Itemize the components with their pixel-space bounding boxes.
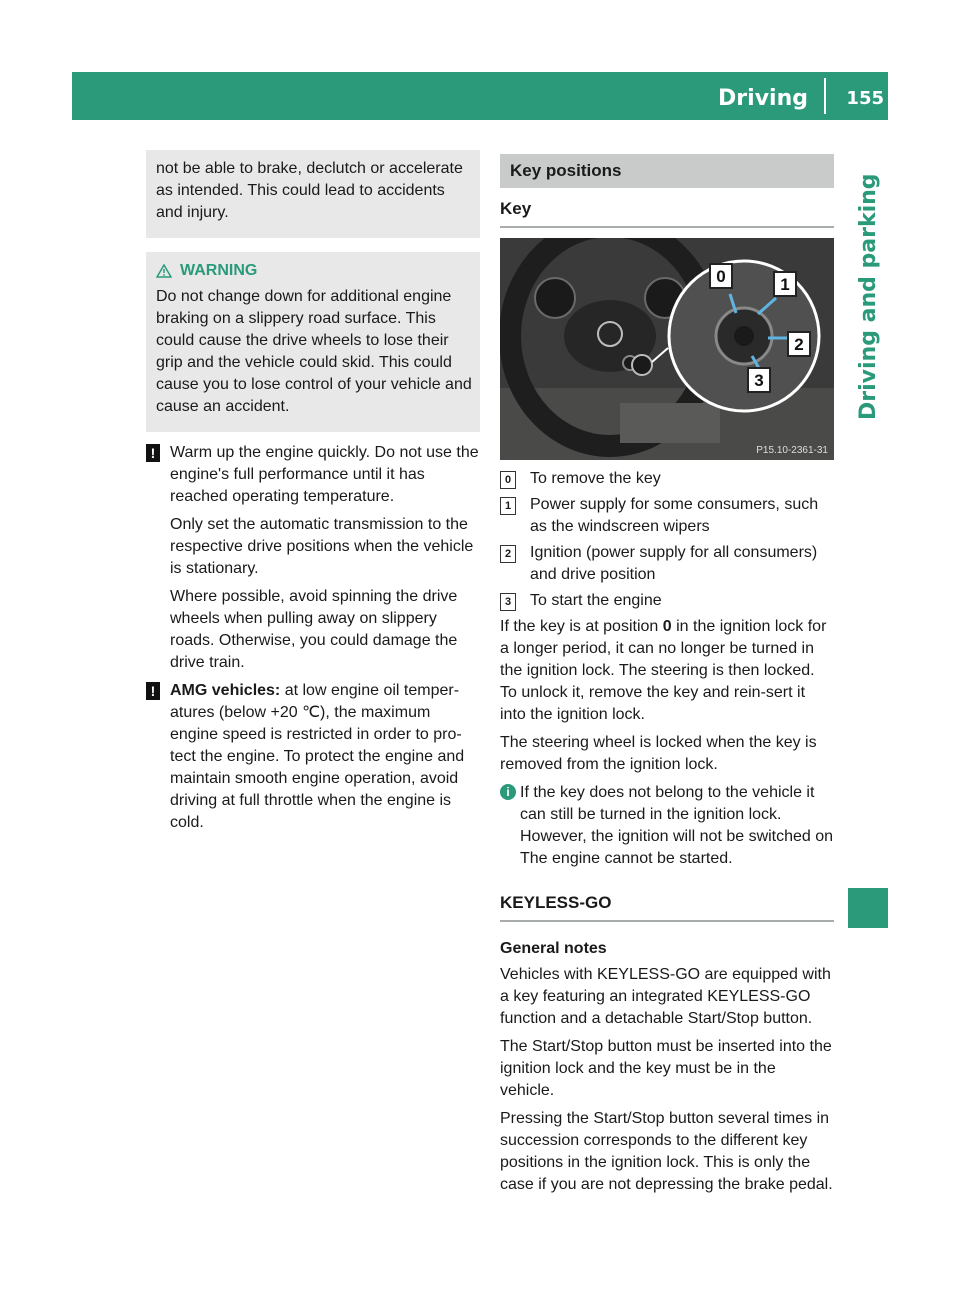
key-position-label-0 (710, 264, 732, 288)
keyless-paragraph: Pressing the Start/Stop button several times in succession corresponds to the different key positions in the ignition lock. This is only the case if you are not depressing the brake pedal. (500, 1110, 833, 1193)
photo-caption: P15.10-2361-31 (756, 445, 828, 456)
right-column (500, 150, 834, 1202)
para1-before: If the key is at position (500, 618, 663, 635)
note-paragraph: Only set the automatic transmission to the respective drive positions when the vehicle is stationary. (170, 516, 474, 577)
amg-text: at low engine oil temper-atures (below +20 ℃), the maximum engine speed is restricted in order to pro-tect the engine. To protect the engine and maintain smooth engine operation, avoid driving at full throttle when the engine is cold. (170, 682, 465, 831)
key-positions-legend (500, 468, 834, 612)
steering-lock-paragraph: The steering wheel is locked when the key is removed from the ignition lock. (500, 734, 817, 773)
side-chapter-label: Driving and parking (856, 173, 881, 420)
para1-after: in the ignition lock for a longer period, it can no longer be turned in the ignition lock. The steering is then locked. To unlock it, remove the key and rein-sert it into the ignition lock. (500, 618, 827, 723)
legend-key-2: 2 (500, 545, 516, 563)
legend-key-3: 3 (500, 593, 516, 611)
key-position-label-1 (774, 272, 796, 296)
note-paragraph: Warm up the engine quickly. Do not use the engine's full performance until it has reached operating temperature. (170, 444, 479, 505)
exclamation-icon: ! (146, 444, 160, 462)
header-divider (824, 78, 826, 114)
exclamation-icon: ! (146, 682, 160, 700)
legend-text: Power supply for some consumers, such as the windscreen wipers (530, 496, 819, 535)
legend-item (500, 494, 834, 538)
page-number: 155 (846, 88, 884, 109)
key-position-label-2 (788, 332, 810, 356)
info-icon: i (500, 784, 516, 800)
warning-title: WARNING (180, 262, 258, 279)
legend-text: To remove the key (530, 470, 661, 487)
side-chapter-tab (848, 120, 888, 420)
info-text: If the key does not belong to the vehicle it can still be turned in the ignition lock. However, the ignition will not be switched on The engine cannot be started. (520, 784, 834, 867)
chapter-title: Driving (718, 86, 808, 111)
warning-box (146, 252, 480, 432)
svg-text:1: 1 (780, 275, 790, 294)
caution-note-amg (146, 680, 480, 834)
legend-item (500, 542, 834, 586)
key-position-paragraph (500, 616, 834, 726)
note-paragraph: Where possible, avoid spinning the drive wheels when pulling away on slippery roads. Otherwise, you could damage the drive train. (170, 588, 458, 671)
legend-key-1: 1 (500, 497, 516, 515)
dashboard-illustration (500, 238, 834, 460)
subsection-keyless-go: KEYLESS-GO (500, 892, 834, 922)
warning-heading (156, 260, 472, 282)
left-column (146, 150, 480, 840)
legend-text: Ignition (power supply for all consumers) and drive position (530, 544, 818, 583)
svg-text:3: 3 (754, 371, 764, 390)
key-position-label-3 (748, 368, 770, 392)
svg-text:0: 0 (716, 267, 726, 286)
warning-continuation-text: not be able to brake, declutch or accelerate as intended. This could lead to accidents and injury. (156, 160, 463, 221)
warning-triangle-icon (156, 264, 172, 278)
legend-key-0: 0 (500, 471, 516, 489)
keyless-paragraph: The Start/Stop button must be inserted into the ignition lock and the key must be in the vehicle. (500, 1038, 832, 1099)
para1-position: 0 (662, 618, 672, 635)
caution-note-engine (146, 442, 480, 674)
warning-text: Do not change down for additional engine braking on a slippery road surface. This could cause the drive wheels to lose their grip and the vehicle could skid. This could cause you to lose control of your vehicle and cause an accident. (156, 288, 472, 415)
note-paragraph (170, 680, 480, 834)
general-notes-heading: General notes (500, 940, 607, 957)
subsection-key: Key (500, 198, 834, 228)
legend-item (500, 468, 834, 490)
amg-label: AMG vehicles: (170, 682, 281, 699)
section-title: Key positions (500, 154, 834, 188)
header-bar (72, 72, 888, 120)
keyless-paragraph: Vehicles with KEYLESS-GO are equipped with a key featuring an integrated KEYLESS-GO function and a detachable Start/Stop button. (500, 966, 831, 1027)
legend-text: To start the engine (530, 592, 662, 609)
svg-text:2: 2 (794, 335, 804, 354)
ignition-lock-photo (500, 238, 834, 460)
info-note (500, 782, 834, 870)
legend-item (500, 590, 834, 612)
warning-continuation-box (146, 150, 480, 238)
side-marker (848, 888, 888, 928)
